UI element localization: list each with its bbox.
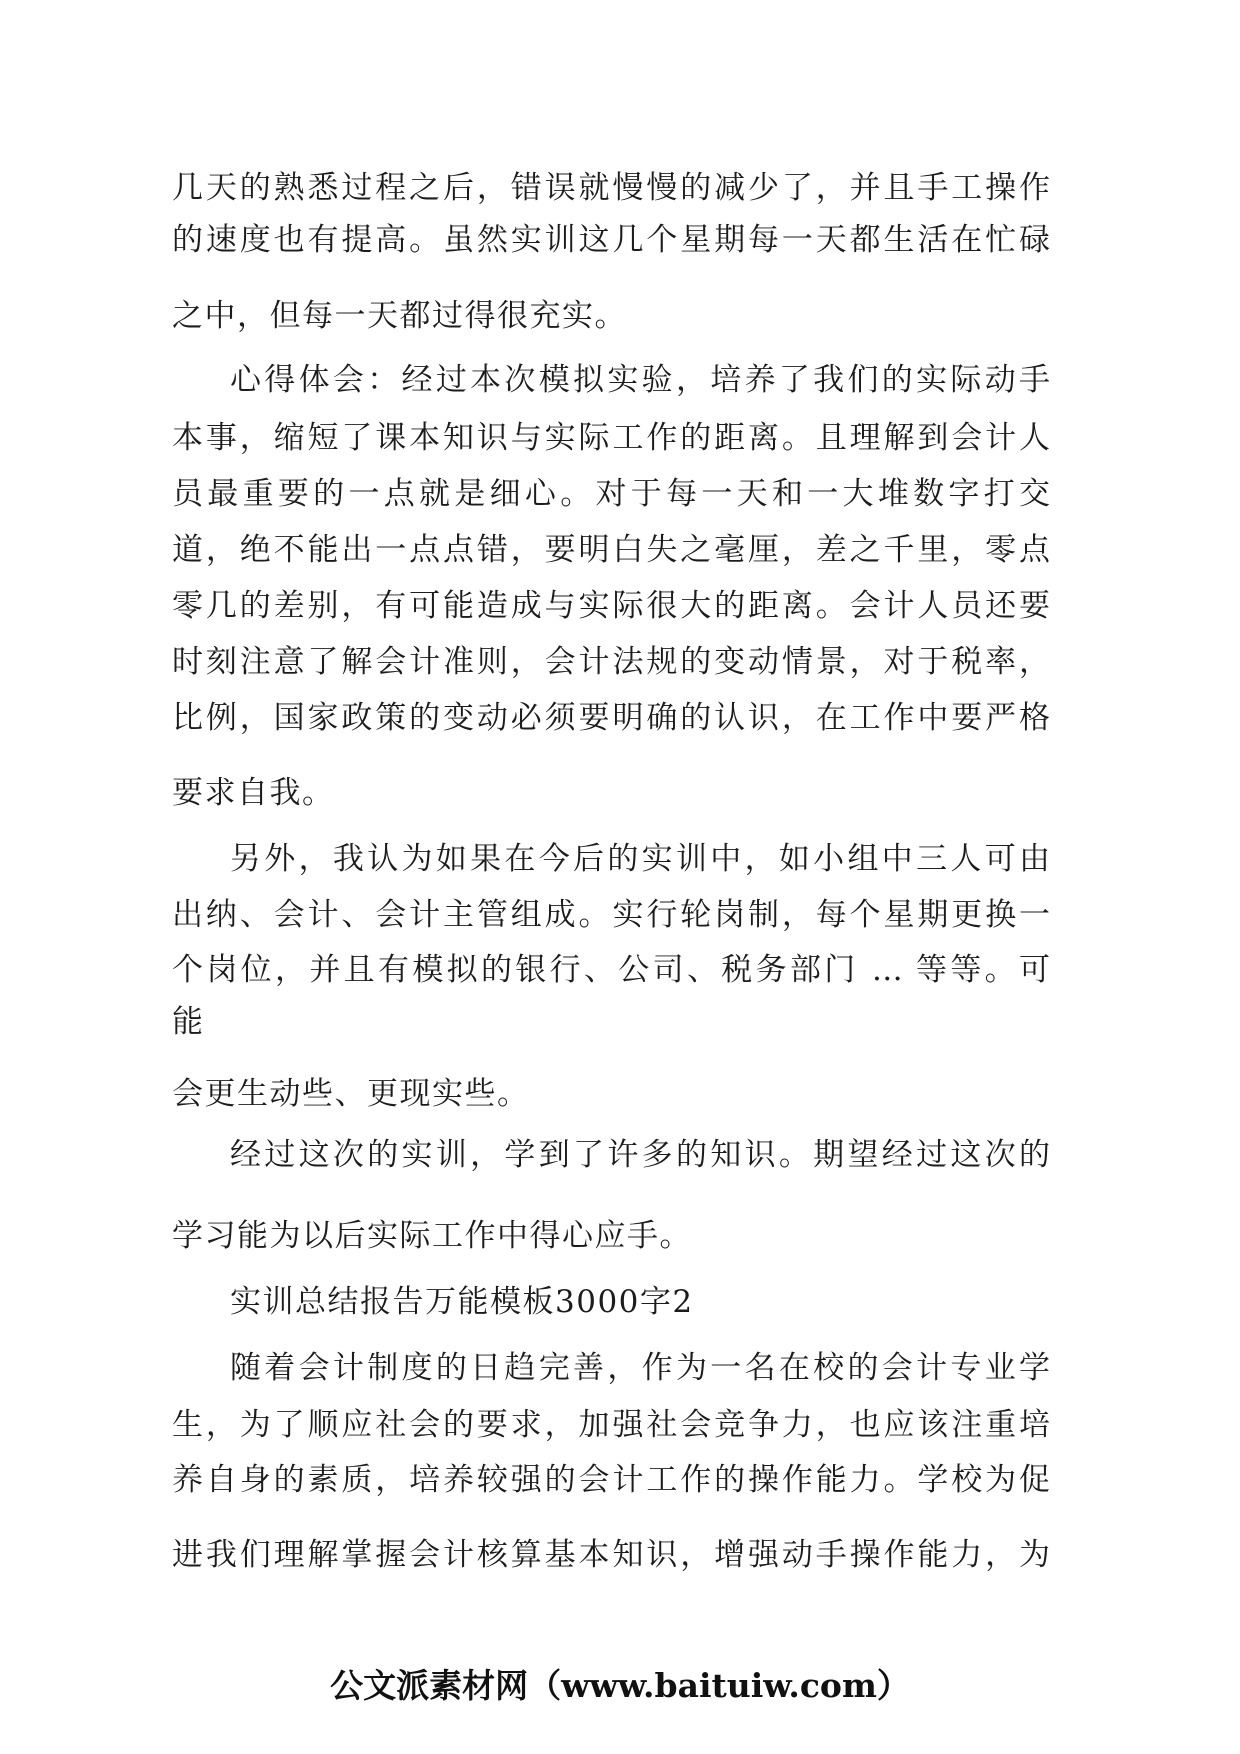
paragraph-line: 道，绝不能出一点点错，要明白失之毫厘，差之千里，零点 bbox=[172, 532, 1050, 568]
paragraph-line: 时刻注意了解会计准则，会计法规的变动情景，对于税率， bbox=[172, 644, 1050, 680]
paragraph-line: 出纳、会计、会计主管组成。实行轮岗制，每个星期更换一 bbox=[172, 897, 1050, 933]
section-heading: 实训总结报告万能模板3000字2 bbox=[230, 1284, 694, 1320]
paragraph-line: 本事，缩短了课本知识与实际工作的距离。且理解到会计人 bbox=[172, 420, 1050, 456]
paragraph-line: 比例，国家政策的变动必须要明确的认识，在工作中要严格 bbox=[172, 700, 1050, 736]
paragraph-line: 能 bbox=[172, 1004, 205, 1040]
paragraph-line: 的速度也有提高。虽然实训这几个星期每一天都生活在忙碌 bbox=[172, 222, 1050, 258]
paragraph-line: 学习能为以后实际工作中得心应手。 bbox=[172, 1218, 692, 1254]
paragraph-line: 另外，我认为如果在今后的实训中，如小组中三人可由 bbox=[230, 841, 1050, 877]
paragraph-line: 要求自我。 bbox=[172, 775, 335, 811]
paragraph-line: 员最重要的一点就是细心。对于每一天和一大堆数字打交 bbox=[172, 476, 1050, 512]
paragraph-line: 进我们理解掌握会计核算基本知识，增强动手操作能力，为 bbox=[172, 1537, 1050, 1573]
paragraph-line: 心得体会：经过本次模拟实验，培养了我们的实际动手 bbox=[230, 362, 1050, 398]
site-footer: 公文派素材网（www.baituiw.com） bbox=[330, 1666, 910, 1705]
paragraph-line: 随着会计制度的日趋完善，作为一名在校的会计专业学 bbox=[230, 1350, 1050, 1386]
paragraph-line: 经过这次的实训，学到了许多的知识。期望经过这次的 bbox=[230, 1137, 1050, 1173]
paragraph-line: 个岗位，并且有模拟的银行、公司、税务部门 … 等等。可 bbox=[172, 952, 1050, 988]
paragraph-line: 之中，但每一天都过得很充实。 bbox=[172, 298, 627, 334]
paragraph-line: 会更生动些、更现实些。 bbox=[172, 1076, 530, 1112]
paragraph-line: 养自身的素质，培养较强的会计工作的操作能力。学校为促 bbox=[172, 1462, 1050, 1498]
paragraph-line: 生，为了顺应社会的要求，加强社会竞争力，也应该注重培 bbox=[172, 1407, 1050, 1443]
paragraph-line: 几天的熟悉过程之后，错误就慢慢的减少了，并且手工操作 bbox=[172, 170, 1050, 206]
paragraph-line: 零几的差别，有可能造成与实际很大的距离。会计人员还要 bbox=[172, 588, 1050, 624]
